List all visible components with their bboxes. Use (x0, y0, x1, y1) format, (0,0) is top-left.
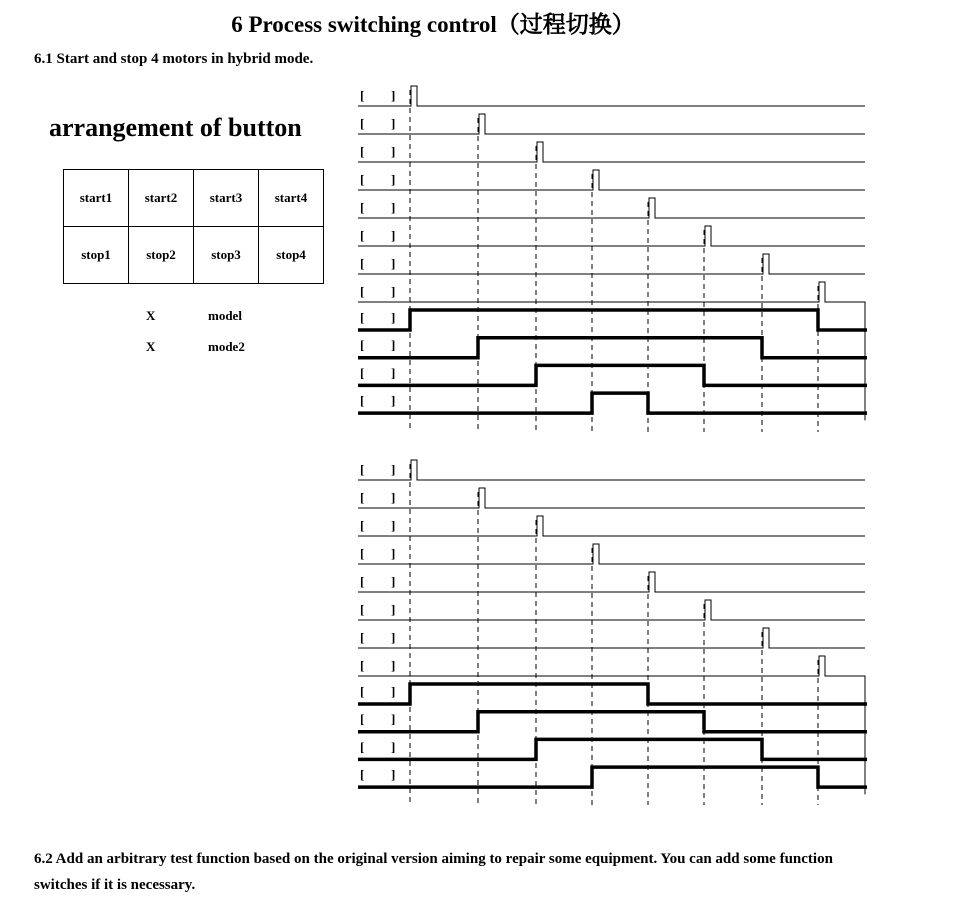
row-label-close: ] (391, 310, 396, 325)
input-pulse-signal (358, 254, 865, 274)
row-label-close: ] (391, 658, 396, 673)
row-label-close: ] (391, 767, 396, 783)
row-label-open: [ (360, 462, 365, 477)
row-label-open: [ (360, 518, 365, 533)
input-pulse-signal (358, 170, 865, 190)
row-label-open: [ (360, 546, 365, 561)
row-label-close: ] (391, 630, 396, 645)
row-label-open: [ (360, 116, 365, 131)
motor-output-signal (358, 712, 867, 732)
table-cell: stop4 (259, 227, 324, 284)
row-label-open: [ (360, 144, 365, 159)
input-pulse-signal (358, 86, 865, 106)
row-label-close: ] (391, 200, 396, 215)
row-label-close: ] (391, 172, 396, 187)
row-label-close: ] (391, 490, 396, 505)
row-label-open: [ (360, 767, 365, 783)
motor-output-signal (358, 684, 867, 704)
row-label-close: ] (391, 116, 396, 131)
row-label-close: ] (391, 739, 396, 755)
row-label-open: [ (360, 684, 365, 699)
mode1-label: model (208, 308, 242, 323)
row-label-open: [ (360, 172, 365, 187)
table-cell: stop1 (64, 227, 129, 284)
table-cell: start4 (259, 170, 324, 227)
motor-output-signal (358, 338, 867, 358)
row-label-open: [ (360, 256, 365, 271)
row-label-open: [ (360, 574, 365, 589)
row-label-close: ] (391, 711, 396, 727)
input-pulse-signal (358, 572, 865, 592)
row-label-open: [ (360, 658, 365, 673)
row-label-close: ] (391, 365, 396, 381)
row-label-open: [ (360, 88, 365, 103)
motor-output-signal (358, 739, 867, 759)
row-label-open: [ (360, 337, 365, 353)
input-pulse-signal (358, 460, 865, 480)
section-6-1-heading: 6.1 Start and stop 4 motors in hybrid mode. (34, 51, 314, 67)
input-pulse-signal (358, 516, 865, 536)
row-label-open: [ (360, 284, 365, 299)
table-cell: start2 (129, 170, 194, 227)
table-cell: start1 (64, 170, 129, 227)
page-title: 6 Process switching control（过程切换） (231, 12, 635, 37)
row-label-close: ] (391, 393, 396, 409)
mode2-label: mode2 (208, 339, 245, 354)
row-label-open: [ (360, 739, 365, 755)
mode2-marker: X (146, 339, 156, 354)
row-label-close: ] (391, 256, 396, 271)
row-label-open: [ (360, 200, 365, 215)
row-label-close: ] (391, 88, 396, 103)
row-label-close: ] (391, 518, 396, 533)
input-pulse-signal (358, 544, 865, 564)
row-label-open: [ (360, 630, 365, 645)
row-label-close: ] (391, 144, 396, 159)
row-label-open: [ (360, 602, 365, 617)
row-label-close: ] (391, 684, 396, 699)
row-label-open: [ (360, 228, 365, 243)
motor-output-signal (358, 767, 867, 787)
table-cell: start3 (194, 170, 259, 227)
section-6-2-text: 6.2 Add an arbitrary test function based on the original version aiming to repair some equipment. You can add some function switches if it is necessary. (34, 851, 833, 893)
row-label-open: [ (360, 711, 365, 727)
row-label-open: [ (360, 490, 365, 505)
row-label-close: ] (391, 546, 396, 561)
input-pulse-signal (358, 282, 865, 420)
motor-output-signal (358, 365, 867, 385)
input-pulse-signal (358, 198, 865, 218)
row-label-close: ] (391, 462, 396, 477)
input-pulse-signal (358, 656, 865, 794)
input-pulse-signal (358, 488, 865, 508)
row-label-open: [ (360, 393, 365, 409)
table-cell: stop3 (194, 227, 259, 284)
motor-output-signal (358, 310, 867, 330)
row-label-open: [ (360, 365, 365, 381)
row-label-close: ] (391, 602, 396, 617)
input-pulse-signal (358, 226, 865, 246)
row-label-close: ] (391, 284, 396, 299)
table-cell: stop2 (129, 227, 194, 284)
row-label-open: [ (360, 310, 365, 325)
input-pulse-signal (358, 142, 865, 162)
row-label-close: ] (391, 337, 396, 353)
row-label-close: ] (391, 574, 396, 589)
mode1-marker: X (146, 308, 156, 323)
arrangement-heading: arrangement of button (49, 113, 302, 142)
row-label-close: ] (391, 228, 396, 243)
input-pulse-signal (358, 600, 865, 620)
motor-output-signal (358, 393, 867, 413)
input-pulse-signal (358, 628, 865, 648)
input-pulse-signal (358, 114, 865, 134)
